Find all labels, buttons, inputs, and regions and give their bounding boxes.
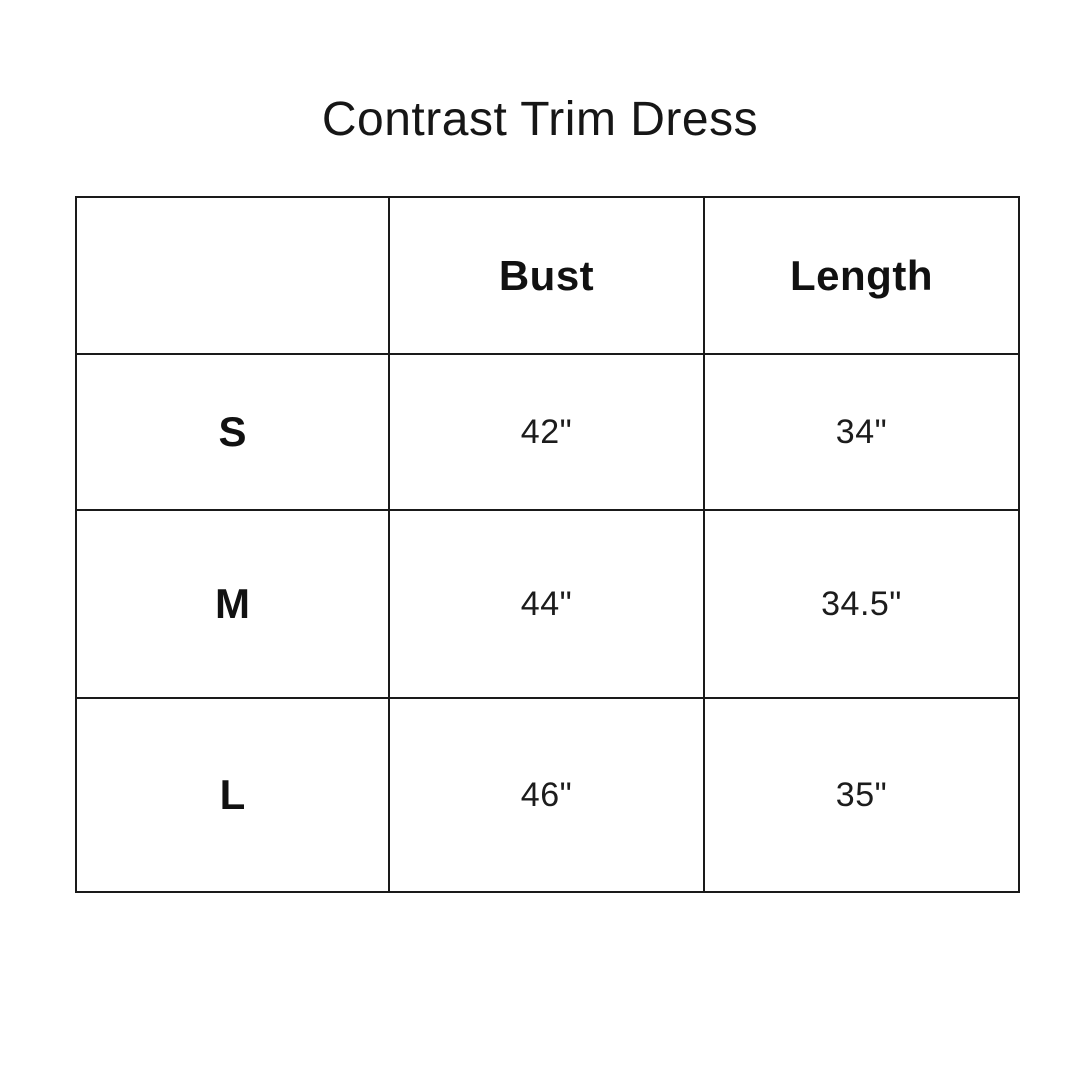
length-value-m: 34.5" bbox=[704, 510, 1019, 698]
length-value-s: 34" bbox=[704, 354, 1019, 510]
bust-value-l: 46" bbox=[389, 698, 704, 892]
size-cell-m: M bbox=[76, 510, 389, 698]
header-cell-empty bbox=[76, 197, 389, 354]
bust-value-s: 42" bbox=[389, 354, 704, 510]
size-chart-table bbox=[75, 196, 1020, 893]
page-title: Contrast Trim Dress bbox=[321, 93, 759, 146]
size-cell-l: L bbox=[76, 698, 389, 892]
length-value-l: 35" bbox=[704, 698, 1019, 892]
table-header-row bbox=[76, 197, 1019, 354]
size-cell-s: S bbox=[76, 354, 389, 510]
header-cell-bust: Bust bbox=[389, 197, 704, 354]
table-row-l bbox=[76, 698, 1019, 892]
table-row-m bbox=[76, 510, 1019, 698]
bust-value-m: 44" bbox=[389, 510, 704, 698]
table-row-s bbox=[76, 354, 1019, 510]
header-cell-length: Length bbox=[704, 197, 1019, 354]
